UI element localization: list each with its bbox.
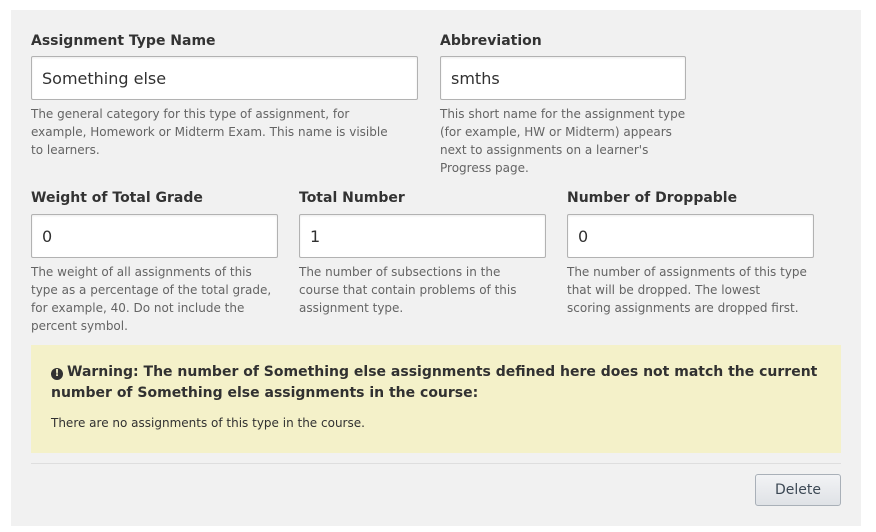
assignment-type-name-input[interactable] (31, 56, 418, 100)
divider (31, 463, 841, 464)
assignment-type-panel (11, 10, 861, 526)
weight-help: The weight of all assignments of this type as a percentage of the total grade, for example, 40. Do not include the percent symbol. (31, 265, 272, 333)
assignment-type-name-label: Assignment Type Name (31, 33, 216, 49)
droppable-label: Number of Droppable (567, 190, 738, 206)
warning-body: There are no assignments of this type in the course. (51, 416, 365, 430)
total-number-label: Total Number (299, 190, 405, 206)
warning-title: Warning: The number of Something else assignments defined here does not match the current number of Something else assignments in the course: (51, 364, 818, 401)
exclamation-circle-icon: ! (51, 368, 63, 380)
total-number-input[interactable] (299, 214, 546, 258)
abbreviation-input[interactable] (440, 56, 686, 100)
delete-button[interactable]: Delete (755, 474, 841, 506)
warning-title-row (51, 362, 821, 404)
assignment-type-name-help: The general category for this type of assignment, for example, Homework or Midterm Exam. This name is visible to learners. (31, 107, 388, 157)
droppable-help: The number of assignments of this type that will be dropped. The lowest scoring assignments are dropped first. (567, 265, 807, 315)
weight-input[interactable] (31, 214, 278, 258)
weight-label: Weight of Total Grade (31, 190, 203, 206)
total-number-help: The number of subsections in the course that contain problems of this assignment type. (299, 265, 517, 315)
droppable-input[interactable] (567, 214, 814, 258)
abbreviation-label: Abbreviation (440, 33, 542, 49)
warning-message (31, 345, 841, 453)
abbreviation-help: This short name for the assignment type (for example, HW or Midterm) appears next to assignments on a learner's Progress page. (440, 107, 686, 175)
